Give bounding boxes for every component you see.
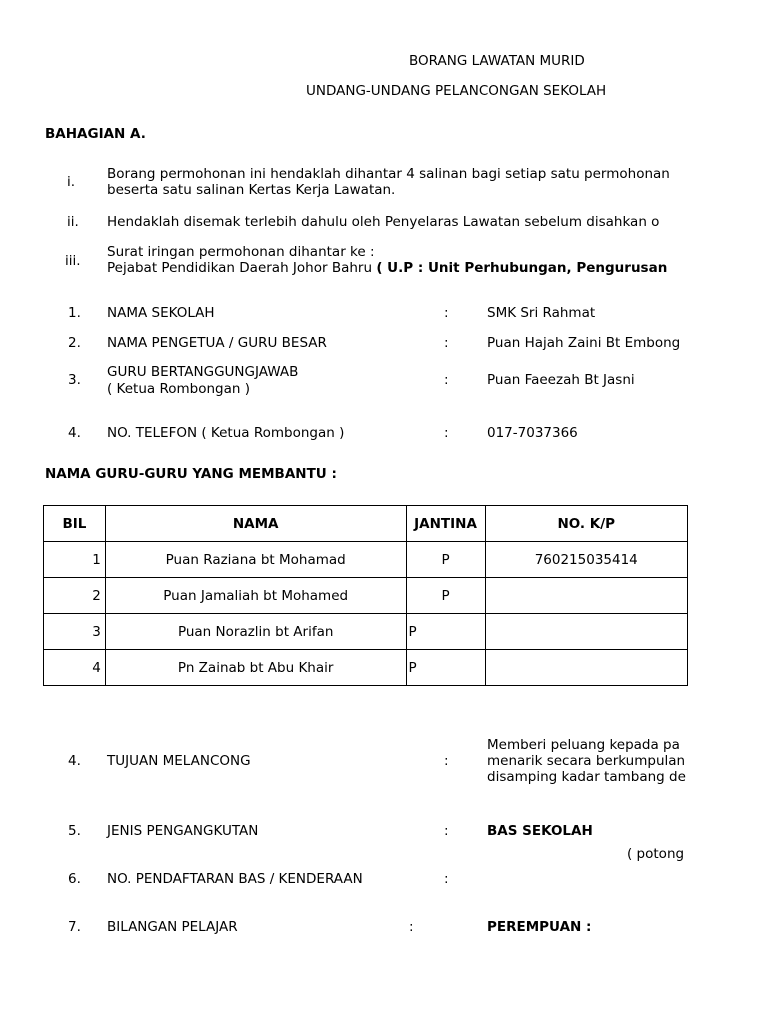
section-heading: BAHAGIAN A. [45, 126, 146, 142]
cell-jantina: P [406, 542, 485, 578]
note-text: Pejabat Pendidikan Daerah Johor Bahru ( U.P : Unit Perhubungan, Pengurusan [107, 260, 668, 276]
table-header-row [44, 506, 688, 542]
cell-kp: 760215035414 [485, 542, 688, 578]
table-row [44, 614, 688, 650]
field-number: 3. [68, 372, 81, 388]
cell-nama: Puan Jamaliah bt Mohamed [105, 578, 406, 614]
cell-jantina: P [406, 650, 485, 686]
note-text: Surat iringan permohonan dihantar ke : [107, 244, 375, 260]
field-label: BILANGAN PELAJAR [107, 919, 238, 935]
field-label: NO. PENDAFTARAN BAS / KENDERAAN [107, 871, 363, 887]
field-note: ( potong [627, 846, 685, 862]
field-value: Puan Faeezah Bt Jasni [487, 372, 635, 388]
column-header: NO. K/P [485, 506, 688, 542]
field-separator: : [444, 372, 449, 388]
table-row [44, 578, 688, 614]
cell-jantina: P [406, 614, 485, 650]
cell-nama: Puan Norazlin bt Arifan [105, 614, 406, 650]
field-separator: : [444, 871, 449, 887]
field-separator: : [444, 753, 449, 769]
note-text: Borang permohonan ini hendaklah dihantar 4 salinan bagi setiap satu permohonan [107, 166, 670, 182]
field-number: 1. [68, 305, 81, 321]
field-separator: : [444, 305, 449, 321]
field-number: 6. [68, 871, 81, 887]
column-header: JANTINA [406, 506, 485, 542]
cell-bil: 1 [44, 542, 106, 578]
field-separator: : [444, 823, 449, 839]
cell-kp [485, 578, 688, 614]
helpers-heading: NAMA GURU-GURU YANG MEMBANTU : [45, 466, 337, 482]
helpers-table [43, 505, 688, 686]
cell-jantina: P [406, 578, 485, 614]
field-separator: : [444, 335, 449, 351]
cell-bil: 4 [44, 650, 106, 686]
note-number: ii. [67, 214, 79, 230]
field-number: 4. [68, 753, 81, 769]
cell-kp [485, 650, 688, 686]
note-number: i. [67, 174, 76, 190]
field-number: 5. [68, 823, 81, 839]
cell-nama: Puan Raziana bt Mohamad [105, 542, 406, 578]
field-separator: : [409, 919, 414, 935]
cell-bil: 3 [44, 614, 106, 650]
field-value: BAS SEKOLAH [487, 823, 593, 839]
field-value: menarik secara berkumpulan [487, 753, 686, 769]
field-label: TUJUAN MELANCONG [107, 753, 251, 769]
field-value: PEREMPUAN : [487, 919, 592, 935]
form-subtitle: UNDANG-UNDANG PELANCONGAN SEKOLAH [306, 83, 607, 99]
note-text: Hendaklah disemak terlebih dahulu oleh Penyelaras Lawatan sebelum disahkan o [107, 214, 660, 230]
cell-bil: 2 [44, 578, 106, 614]
field-number: 2. [68, 335, 81, 351]
column-header: BIL [44, 506, 106, 542]
note-number: iii. [65, 253, 81, 269]
form-title: BORANG LAWATAN MURID [409, 53, 585, 69]
field-label: ( Ketua Rombongan ) [107, 381, 250, 397]
field-label: NAMA PENGETUA / GURU BESAR [107, 335, 327, 351]
field-label: NO. TELEFON ( Ketua Rombongan ) [107, 425, 345, 441]
table-row [44, 542, 688, 578]
field-label: GURU BERTANGGUNGJAWAB [107, 364, 299, 380]
field-value: SMK Sri Rahmat [487, 305, 596, 321]
field-label: NAMA SEKOLAH [107, 305, 215, 321]
field-label: JENIS PENGANGKUTAN [107, 823, 259, 839]
column-header: NAMA [105, 506, 406, 542]
field-value: 017-7037366 [487, 425, 578, 441]
field-separator: : [444, 425, 449, 441]
note-text: beserta satu salinan Kertas Kerja Lawatan. [107, 182, 396, 198]
field-number: 4. [68, 425, 81, 441]
field-value: Memberi peluang kepada pa [487, 737, 680, 753]
table-row [44, 650, 688, 686]
cell-nama: Pn Zainab bt Abu Khair [105, 650, 406, 686]
field-value: Puan Hajah Zaini Bt Embong [487, 335, 681, 351]
field-value: disamping kadar tambang de [487, 769, 686, 785]
cell-kp [485, 614, 688, 650]
field-number: 7. [68, 919, 81, 935]
